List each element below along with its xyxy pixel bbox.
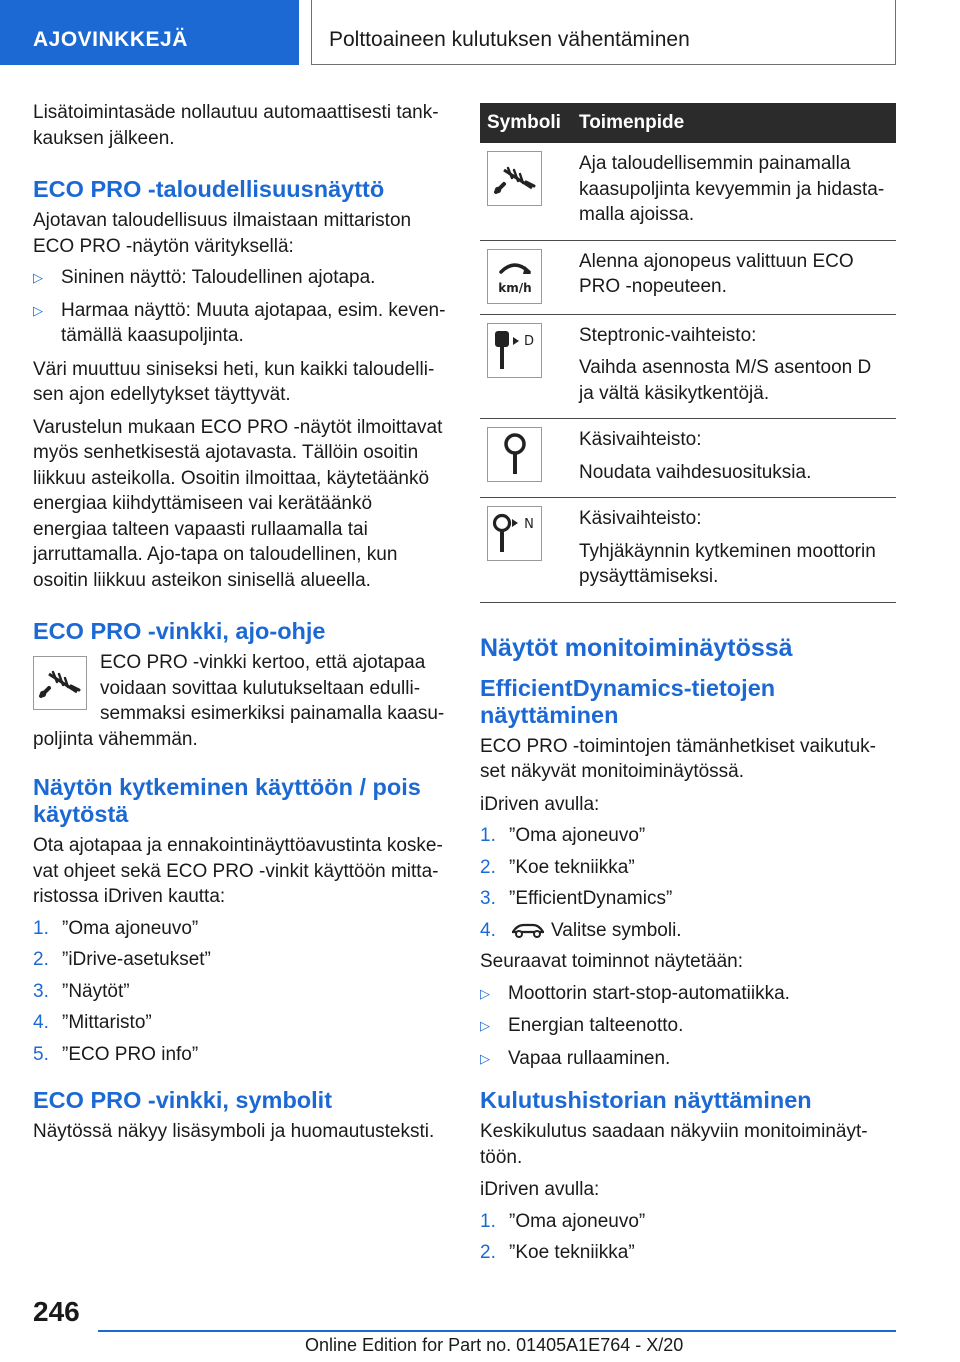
row-text: Vaihda asennosta M/S asentoon D ja vältä käsikytkentöjä. <box>579 357 872 404</box>
step-number: 2. <box>480 1242 496 1263</box>
header-section-tab: AJOVINKKEJÄ <box>0 0 299 65</box>
table-row <box>480 419 896 498</box>
toggle-steps <box>33 916 446 1068</box>
table-row <box>480 498 896 603</box>
step-text: ”iDrive-asetukset” <box>62 949 211 970</box>
step-text: ”Oma ajoneuvo” <box>509 1210 646 1232</box>
history-paragraph-2: iDriven avulla: <box>480 1179 600 1200</box>
triangle-bullet-icon: ▷ <box>480 1018 490 1033</box>
manual-neutral-icon <box>487 506 542 561</box>
table-cell-icon <box>480 240 579 314</box>
list-item <box>33 916 446 942</box>
list-item-text: Sininen näyttö: Taloudellinen ajotapa. <box>61 267 376 288</box>
step-number: 3. <box>33 980 49 1002</box>
step-number: 2. <box>33 949 49 970</box>
heading-monitor-displays: Näytöt monitoiminäytössä <box>480 633 793 662</box>
table-header-action: Toimenpide <box>579 103 896 143</box>
step-text: ”EfficientDynamics” <box>509 888 673 909</box>
table-row <box>480 314 896 419</box>
step-number: 2. <box>480 856 496 878</box>
right-column <box>480 100 896 1272</box>
eco-display-paragraph-1: Ajotavan taloudellisuus ilmaistaan mittariston ECO PRO -näytön värityksellä: <box>33 210 412 257</box>
step-number: 3. <box>480 888 496 909</box>
heading-toggle-display: Näytön kytkeminen käyttöön / pois käytöstä <box>33 774 421 827</box>
effdyn-paragraph-3: Seuraavat toiminnot näytetään: <box>480 951 744 972</box>
triangle-bullet-icon: ▷ <box>33 302 43 318</box>
table-header-row <box>480 103 896 143</box>
list-item <box>480 823 896 849</box>
eco-symbols-paragraph: Näytössä näkyy lisäsymboli ja huomautusteksti. <box>33 1121 435 1142</box>
list-item <box>480 1209 896 1235</box>
list-item <box>33 1042 446 1068</box>
step-text: ”Oma ajoneuvo” <box>62 917 199 939</box>
heading-eco-tip: ECO PRO -vinkki, ajo-ohje <box>33 618 326 644</box>
step-number: 5. <box>33 1043 49 1065</box>
svg-text:km/h: km/h <box>497 281 532 295</box>
speed-kmh-icon <box>487 249 542 304</box>
history-steps <box>480 1209 896 1266</box>
left-column <box>33 100 446 1145</box>
table-cell-text <box>579 314 896 419</box>
eco-tip-text: ECO PRO -vinkki kertoo, että ajotapaa voidaan sovittaa kulutukseltaan edulli-semmaksi esimerkiksi painamalla kaasu- <box>100 652 445 724</box>
pedal-foot-icon <box>487 151 542 206</box>
effdyn-bullets <box>480 981 896 1072</box>
step-text: Valitse symboli. <box>551 919 682 941</box>
list-item <box>480 1046 896 1072</box>
list-item <box>480 1240 896 1266</box>
table-cell-text <box>579 419 896 498</box>
list-item <box>480 1013 896 1039</box>
list-item-text: Harmaa näyttö: Muuta ajotapaa, esim. keven-tämällä kaasupoljinta. <box>61 299 446 346</box>
effdyn-paragraph-2: iDriven avulla: <box>480 793 600 815</box>
table-row <box>480 240 896 314</box>
heading-consumption-history: Kulutushistorian näyttäminen <box>480 1087 812 1113</box>
triangle-bullet-icon: ▷ <box>33 270 43 285</box>
pedal-foot-icon <box>33 656 87 710</box>
row-text: Noudata vaihdesuosituksia. <box>579 461 812 483</box>
row-text: Tyhjäkäynnin kytkeminen moottorin pysäyttämiseksi. <box>579 540 876 587</box>
heading-eco-display: ECO PRO -taloudellisuusnäyttö <box>33 176 385 202</box>
table-cell-text <box>579 498 896 603</box>
step-text: ”Mittaristo” <box>62 1012 152 1033</box>
toggle-paragraph: Ota ajotapaa ja ennakointinäyttöavustinta koske-vat ohjeet sekä ECO PRO -vinkit käyttöön mitta-ristossa iDriven kautta: <box>33 835 443 907</box>
heading-efficientdynamics: EfficientDynamics-tietojen näyttäminen <box>480 674 776 728</box>
row-text: Aja taloudellisemmin painamalla kaasupoljinta kevyemmin ja hidasta-malla ajoissa. <box>579 153 885 225</box>
effdyn-steps <box>480 823 896 943</box>
eco-display-paragraph-2: Väri muuttuu siniseksi heti, kun kaikki taloudelli-sen ajon edellytykset täyttyvät. <box>33 358 435 405</box>
step-number: 4. <box>480 919 496 941</box>
table-cell-text <box>579 143 896 240</box>
page-number: 246 <box>33 1296 80 1327</box>
table-cell-icon <box>480 419 579 498</box>
symbol-table <box>480 103 896 603</box>
triangle-bullet-icon: ▷ <box>480 985 490 1001</box>
table-cell-text <box>579 240 896 314</box>
list-item <box>480 886 896 912</box>
step-number: 1. <box>33 917 49 939</box>
intro-paragraph: Lisätoimintasäde nollautuu automaattisesti tank-kauksen jälkeen. <box>33 102 439 149</box>
row-text: Käsivaihteisto: <box>579 508 702 529</box>
step-text: ”ECO PRO info” <box>62 1043 199 1065</box>
eco-display-bullets <box>33 265 446 349</box>
step-text: ”Koe tekniikka” <box>509 1242 635 1263</box>
steptronic-d-icon <box>487 323 542 378</box>
list-item <box>33 298 446 349</box>
svg-text:D: D <box>523 334 534 349</box>
step-number: 4. <box>33 1012 49 1033</box>
step-text: ”Näytöt” <box>62 980 130 1002</box>
step-number: 1. <box>480 1210 496 1232</box>
eco-display-paragraph-3: Varustelun mukaan ECO PRO -näytöt ilmoittavat myös senhetkisestä ajotavasta. Tällöin osoitin liikkuu asteikolla. Osoitin ilmoittaa, käytetäänkö energiaa kiihdyttämiseen vai kerätäänkö energiaa talteen vapaasti rullaamalla tai jarruttamalla. Ajo-tapa on taloudellinen, kun osoitin liikkuu asteikon sinisellä alueella. <box>33 416 443 591</box>
effdyn-paragraph-1: ECO PRO -toimintojen tämänhetkiset vaikutuk-set näkyvät monitoiminäytössä. <box>480 735 876 782</box>
eco-tip-block <box>33 650 446 752</box>
list-item-text: Energian talteenotto. <box>508 1015 684 1036</box>
svg-text:N: N <box>523 516 534 532</box>
list-item <box>480 981 896 1007</box>
header-chapter-title: Polttoaineen kulutuksen vähentäminen <box>311 0 896 65</box>
list-item <box>33 947 446 973</box>
list-item <box>480 918 896 944</box>
triangle-bullet-icon: ▷ <box>480 1050 490 1066</box>
eco-tip-text-wrap: poljinta vähemmän. <box>33 728 198 750</box>
history-paragraph-1: Keskikulutus saadaan näkyviin monitoiminäyt-töön. <box>480 1121 868 1168</box>
step-text: ”Oma ajoneuvo” <box>509 825 646 846</box>
table-row <box>480 143 896 240</box>
table-cell-icon <box>480 498 579 603</box>
car-energy-icon <box>509 920 547 940</box>
table-header-symbol: Symboli <box>480 103 579 143</box>
heading-eco-symbols: ECO PRO -vinkki, symbolit <box>33 1087 333 1113</box>
list-item <box>33 1010 446 1036</box>
footer-divider <box>98 1330 896 1332</box>
list-item-text: Vapaa rullaaminen. <box>508 1047 671 1069</box>
row-text: Alenna ajonopeus valittuun ECO PRO -nopeuteen. <box>579 250 854 297</box>
footer-edition: Online Edition for Part no. 01405A1E764 - X/20 <box>305 1335 684 1355</box>
list-item-text: Moottorin start-stop-automatiikka. <box>508 982 790 1004</box>
table-cell-icon <box>480 143 579 240</box>
step-number: 1. <box>480 825 496 846</box>
table-cell-icon <box>480 314 579 419</box>
row-text: Steptronic-vaihteisto: <box>579 324 757 346</box>
row-text: Käsivaihteisto: <box>579 429 702 450</box>
list-item <box>33 979 446 1005</box>
list-item <box>480 855 896 881</box>
step-text: ”Koe tekniikka” <box>509 856 635 878</box>
list-item <box>33 265 446 291</box>
manual-gear-icon <box>487 427 542 482</box>
